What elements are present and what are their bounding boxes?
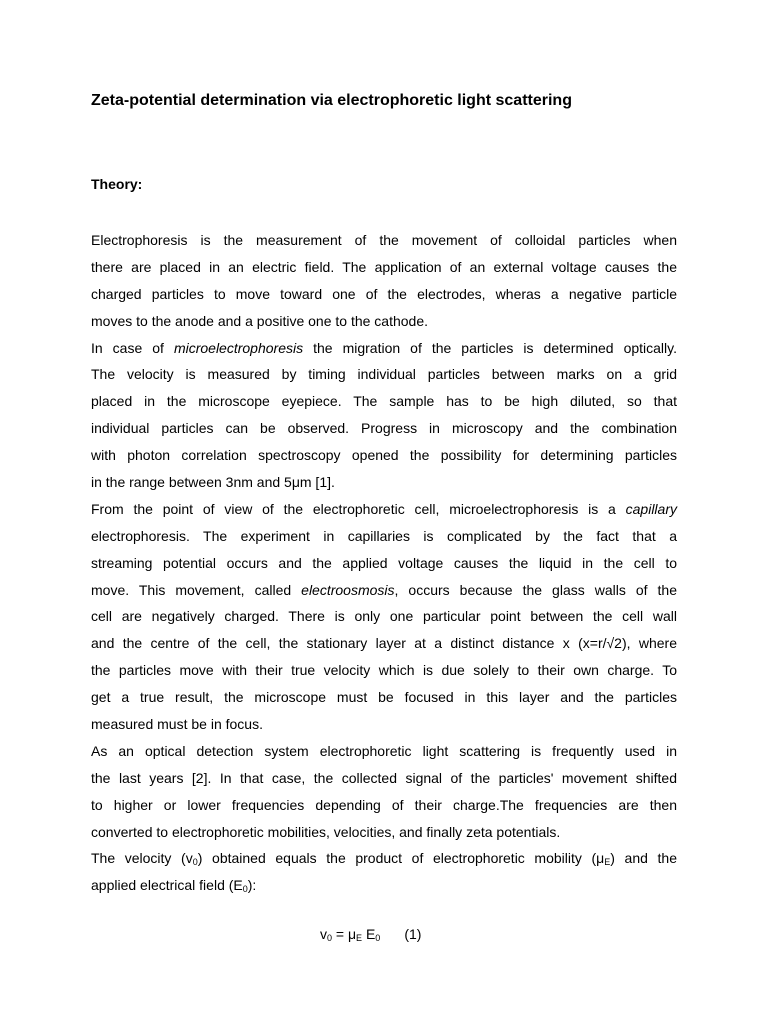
text-line: individual particles can be observed. Progress in microscopy and the combination (91, 420, 677, 437)
theory-body (91, 227, 677, 899)
text-line: In case of microelectrophoresis the migration of the particles is determined optically. (91, 339, 678, 356)
text-line: the last years [2]. In that case, the collected signal of the particles' movement shifted (91, 769, 677, 786)
term-capillary: capillary (625, 500, 677, 517)
text-line: with photon correlation spectroscopy opened the possibility for determining particles (91, 447, 677, 464)
equation-1: $v_0 = \mu_E$ $E_0$ (1) (320, 926, 422, 943)
text-line: there are placed in an electric field. The application of an external voltage causes the (91, 258, 677, 275)
text-line: The velocity is measured by timing individual particles between marks on a grid (91, 366, 677, 383)
text-line: As an optical detection system electrophoretic light scattering is frequently used in (91, 742, 677, 759)
text-line: in the range between 3nm and 5μm [1]. (91, 474, 335, 491)
text-line: and the centre of the cell, the stationary layer at a distinct distance x (x=r/√2), where (91, 635, 677, 652)
field-text-line: applied electrical field $(E_0)$: (91, 877, 257, 895)
equation-number: (1) (404, 926, 422, 942)
text-line: to higher or lower frequencies depending of their charge.The frequencies are then (91, 796, 677, 813)
text-line: cell are negatively charged. There is only one particular point between the cell wall (91, 608, 677, 625)
section-heading-theory: Theory: (91, 176, 143, 192)
velocity-text-line: The velocity $(v_0)$ obtained equals the product of electrophoretic mobility $(\mu_E)$ and the (91, 850, 678, 868)
text-line: charged particles to move toward one of the electrodes, wheras a negative particle (91, 285, 677, 302)
text-line: Electrophoresis is the measurement of the movement of colloidal particles when (91, 232, 677, 248)
text-line: From the point of view of the electrophoretic cell, microelectrophoresis is a capillary (91, 500, 677, 517)
text-line: placed in the microscope eyepiece. The sample has to be high diluted, so that (91, 393, 677, 410)
text-line: streaming potential occurs and the applied voltage causes the liquid in the cell to (91, 554, 677, 571)
text-line: the particles move with their true velocity which is due solely to their own charge. To (91, 662, 677, 679)
document-title: Zeta-potential determination via electrophoretic light scattering (91, 92, 572, 109)
text-line: get a true result, the microscope must be focused in this layer and the particles (91, 689, 677, 706)
text-line: moves to the anode and a positive one to the cathode. (91, 312, 429, 329)
text-line: electrophoresis. The experiment in capillaries is complicated by the fact that a (91, 527, 677, 544)
text-line: move. This movement, called electroosmosis, occurs because the glass walls of the (91, 581, 677, 598)
text-line: measured must be in focus. (91, 716, 263, 733)
text-line: converted to electrophoretic mobilities, velocities, and finally zeta potentials. (91, 823, 561, 840)
term-microelectrophoresis: microelectrophoresis (173, 339, 304, 356)
term-electroosmosis: electroosmosis (301, 581, 395, 598)
